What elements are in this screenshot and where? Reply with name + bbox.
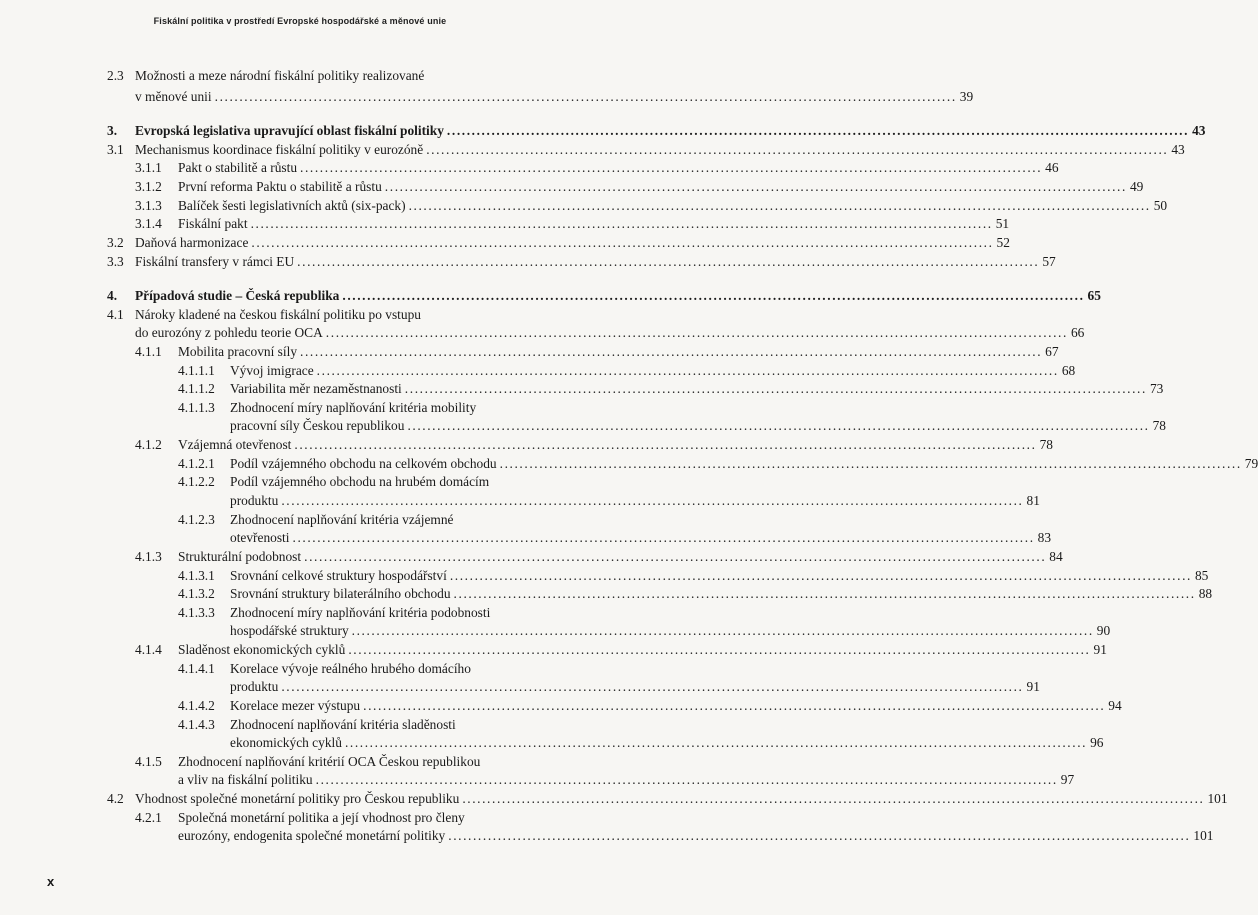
- toc-entry-title: Zhodnocení míry naplňování kritéria mobility: [230, 400, 477, 415]
- toc-entry-title: Mobilita pracovní síly: [178, 344, 298, 359]
- toc-entry-title: Vývoj imigrace: [230, 363, 314, 378]
- toc-leader-dots: ......................................................................................................................................................: [294, 437, 1037, 452]
- toc-entry: [0, 233, 1010, 253]
- toc-entry-number: 3.1.1: [135, 160, 162, 175]
- toc-entry-title: Korelace vývoje reálného hrubého domácího: [230, 661, 471, 676]
- toc-entry: [0, 323, 1085, 343]
- toc-entry-page: 84: [1049, 549, 1063, 564]
- toc-entry-number: 4.1.5: [135, 754, 162, 769]
- toc-leader-dots: ......................................................................................................................................................: [408, 198, 1151, 213]
- toc-entry: [0, 121, 1206, 141]
- toc-entry-page: 81: [1026, 493, 1040, 508]
- toc-entry-number: 4.1.4.3: [178, 717, 215, 732]
- toc-entry: [0, 87, 974, 107]
- toc-entry-page: 101: [1193, 828, 1214, 843]
- toc-entry-page: 43: [1171, 142, 1185, 157]
- toc-entry-title: pracovní síly Českou republikou: [230, 418, 405, 433]
- toc-entry-title: Podíl vzájemného obchodu na celkovém obchodu: [230, 456, 497, 471]
- toc-leader-dots: ......................................................................................................................................................: [251, 235, 994, 250]
- toc-entry: [0, 472, 600, 492]
- toc-entry-title: Zhodnocení míry naplňování kritéria podobnosti: [230, 605, 491, 620]
- toc-entry: [0, 252, 1056, 272]
- toc-entry: [0, 510, 600, 530]
- toc-entry-title: Podíl vzájemného obchodu na hrubém domácím: [230, 474, 490, 489]
- toc-entry-page: 97: [1060, 772, 1075, 787]
- toc-leader-dots: ......................................................................................................................................................: [281, 493, 1024, 508]
- toc-leader-dots: ......................................................................................................................................................: [297, 254, 1040, 269]
- toc-entry-number: 4.1.3.2: [178, 586, 215, 601]
- toc-entry: [0, 491, 1040, 511]
- toc-entry: [0, 566, 1209, 586]
- toc-entry-page: 79: [1244, 456, 1258, 471]
- toc-entry: [0, 435, 1053, 455]
- toc-entry-title: Srovnání struktury bilaterálního obchodu: [230, 586, 451, 601]
- toc-leader-dots: ......................................................................................................................................................: [300, 160, 1043, 175]
- toc-leader-dots: ......................................................................................................................................................: [407, 418, 1150, 433]
- toc-entry-title: produktu: [230, 493, 279, 508]
- toc-entry-title: Variabilita měr nezaměstnanosti: [230, 381, 402, 396]
- toc-entry-title: Evropská legislativa upravující oblast fiskální politiky: [135, 123, 444, 138]
- toc-entry-number: 3.2: [107, 235, 124, 250]
- toc-entry: [0, 808, 600, 828]
- toc-leader-dots: ......................................................................................................................................................: [348, 642, 1091, 657]
- toc-leader-dots: ......................................................................................................................................................: [426, 142, 1169, 157]
- toc-entry-number: 3.: [107, 123, 118, 138]
- toc-entry: [0, 770, 1075, 790]
- toc-entry-number: 4.1.2.1: [178, 456, 215, 471]
- toc-entry-page: 65: [1087, 288, 1101, 303]
- running-header: Fiskální politika v prostředí Evropské hospodářské a měnové unie: [153, 16, 447, 26]
- toc-entry-number: 2.3: [107, 68, 124, 83]
- toc-entry-number: 4.1.1.1: [178, 363, 215, 378]
- toc-entry: [0, 286, 1101, 306]
- toc-entry: [0, 826, 1214, 846]
- toc-entry: [0, 342, 1059, 362]
- toc-leader-dots: ......................................................................................................................................................: [325, 325, 1068, 340]
- toc-entry-number: 3.3: [107, 254, 124, 269]
- toc-leader-dots: ......................................................................................................................................................: [304, 549, 1047, 564]
- toc-entry: [0, 454, 1258, 474]
- toc-entry-page: 46: [1045, 160, 1059, 175]
- toc-entry-page: 43: [1192, 123, 1206, 138]
- toc-entry-page: 88: [1198, 586, 1213, 601]
- toc-leader-dots: ......................................................................................................................................................: [315, 772, 1058, 787]
- toc-entry-page: 49: [1129, 179, 1144, 194]
- toc-leader-dots: ......................................................................................................................................................: [351, 623, 1094, 638]
- toc-entry-number: 4.2: [107, 791, 124, 806]
- toc-entry-title: Sladěnost ekonomických cyklů: [178, 642, 346, 657]
- toc-entry-number: 3.1.4: [135, 216, 162, 231]
- toc-leader-dots: ......................................................................................................................................................: [292, 530, 1035, 545]
- toc-entry-title: Případová studie – Česká republika: [135, 288, 340, 303]
- toc-entry-title: Pakt o stabilitě a růstu: [178, 160, 298, 175]
- toc-entry-title: a vliv na fiskální politiku: [178, 772, 313, 787]
- toc-entry-number: 4.1.1.3: [178, 400, 215, 415]
- toc-entry: [0, 177, 1144, 197]
- toc-entry-page: 91: [1093, 642, 1107, 657]
- toc-entry-number: 3.1.2: [135, 179, 162, 194]
- toc-entry-title: Zhodnocení naplňování kritéria sladěnosti: [230, 717, 456, 732]
- toc-entry-number: 4.1.4: [135, 642, 162, 657]
- toc-entry: [0, 677, 1040, 697]
- toc-entry-page: 39: [959, 89, 974, 104]
- toc-leader-dots: ......................................................................................................................................................: [344, 735, 1088, 750]
- toc-entry-number: 4.1.2: [135, 437, 162, 452]
- toc-entry-page: 73: [1149, 381, 1164, 396]
- toc-leader-dots: ......................................................................................................................................................: [448, 828, 1191, 843]
- toc-entry-title: Korelace mezer výstupu: [230, 698, 361, 713]
- toc-entry-number: 4.1.2.2: [178, 474, 215, 489]
- toc-entry-number: 4.1.3: [135, 549, 162, 564]
- toc-entry-page: 83: [1037, 530, 1052, 545]
- toc-entry-title: hospodářské struktury: [230, 623, 349, 638]
- toc-entry: [0, 66, 600, 86]
- toc-entry: [0, 789, 1228, 809]
- toc-entry: [0, 158, 1059, 178]
- toc-entry-number: 3.1: [107, 142, 124, 157]
- toc-entry-title: Srovnání celkové struktury hospodářství: [230, 568, 447, 583]
- toc-entry-number: 4.1: [107, 307, 124, 322]
- toc-entry: [0, 752, 600, 772]
- toc-entry-page: 94: [1108, 698, 1122, 713]
- toc-entry-number: 4.: [107, 288, 118, 303]
- toc-entry-title: Fiskální transfery v rámci EU: [135, 254, 295, 269]
- toc-leader-dots: ......................................................................................................................................................: [462, 791, 1205, 806]
- toc-entry: [0, 696, 1122, 716]
- toc-leader-dots: ......................................................................................................................................................: [446, 123, 1190, 138]
- toc-entry-page: 85: [1194, 568, 1209, 583]
- toc-entry: [0, 214, 1010, 234]
- toc-entry-title: do eurozóny z pohledu teorie OCA: [135, 325, 323, 340]
- toc-entry-page: 96: [1090, 735, 1104, 750]
- toc-leader-dots: ......................................................................................................................................................: [281, 679, 1024, 694]
- toc-entry: [0, 528, 1052, 548]
- toc-entry-number: 4.2.1: [135, 810, 162, 825]
- toc-leader-dots: ......................................................................................................................................................: [316, 363, 1059, 378]
- toc-leader-dots: ......................................................................................................................................................: [453, 586, 1196, 601]
- toc-leader-dots: ......................................................................................................................................................: [214, 89, 957, 104]
- toc-entry-page: 52: [996, 235, 1010, 250]
- toc-entry-number: 4.1.4.1: [178, 661, 215, 676]
- toc-entry-page: 78: [1039, 437, 1053, 452]
- toc-entry: [0, 547, 1063, 567]
- toc-entry-title: eurozóny, endogenita společné monetární politiky: [178, 828, 446, 843]
- toc-entry: [0, 398, 600, 418]
- toc-entry-title: ekonomických cyklů: [230, 735, 342, 750]
- toc-entry-page: 57: [1042, 254, 1056, 269]
- toc-entry-title: Vhodnost společné monetární politiky pro Českou republiku: [135, 791, 460, 806]
- toc-entry-title: Společná monetární politika a její vhodnost pro členy: [178, 810, 465, 825]
- toc-leader-dots: ......................................................................................................................................................: [363, 698, 1106, 713]
- toc-entry-page: 90: [1096, 623, 1111, 638]
- toc-entry: [0, 584, 1213, 604]
- toc-leader-dots: ......................................................................................................................................................: [404, 381, 1147, 396]
- toc-leader-dots: ......................................................................................................................................................: [300, 344, 1043, 359]
- toc-entry-title: Zhodnocení naplňování kritéria vzájemné: [230, 512, 454, 527]
- toc-leader-dots: ......................................................................................................................................................: [342, 288, 1085, 303]
- toc-entry: [0, 196, 1168, 216]
- toc-entry-number: 4.1.3.1: [178, 568, 215, 583]
- toc-entry: [0, 733, 1104, 753]
- toc-entry-title: Daňová harmonizace: [135, 235, 249, 250]
- toc-entry-number: 4.1.1: [135, 344, 162, 359]
- toc-leader-dots: ......................................................................................................................................................: [250, 216, 993, 231]
- toc-entry-title: v měnové unii: [135, 89, 212, 104]
- toc-entry-number: 4.1.3.3: [178, 605, 215, 620]
- toc-entry-page: 78: [1152, 418, 1166, 433]
- toc-entry-title: Balíček šesti legislativních aktů (six-pack): [178, 198, 406, 213]
- toc-entry: [0, 603, 600, 623]
- toc-entry: [0, 361, 1076, 381]
- toc-entry-page: 67: [1045, 344, 1059, 359]
- toc-entry-number: 3.1.3: [135, 198, 162, 213]
- toc-leader-dots: ......................................................................................................................................................: [384, 179, 1127, 194]
- toc-entry-page: 51: [995, 216, 1010, 231]
- toc-entry-title: otevřenosti: [230, 530, 290, 545]
- toc-entry: [0, 379, 1164, 399]
- toc-entry-title: Možnosti a meze národní fiskální politiky realizované: [135, 68, 425, 83]
- toc-leader-dots: ......................................................................................................................................................: [499, 456, 1242, 471]
- toc-entry-title: Vzájemná otevřenost: [178, 437, 292, 452]
- toc-entry-title: První reforma Paktu o stabilitě a růstu: [178, 179, 382, 194]
- toc-entry-number: 4.1.1.2: [178, 381, 215, 396]
- toc-leader-dots: ......................................................................................................................................................: [449, 568, 1192, 583]
- toc-entry-page: 68: [1061, 363, 1076, 378]
- toc-entry-title: produktu: [230, 679, 279, 694]
- toc-entry-title: Mechanismus koordinace fiskální politiky v eurozóně: [135, 142, 424, 157]
- toc-entry-page: 101: [1207, 791, 1228, 806]
- toc-entry: [0, 416, 1166, 436]
- toc-entry: [0, 640, 1107, 660]
- toc-entry-number: 4.1.2.3: [178, 512, 215, 527]
- toc-entry-title: Fiskální pakt: [178, 216, 248, 231]
- toc-entry-page: 50: [1153, 198, 1168, 213]
- toc-entry: [0, 659, 600, 679]
- toc-entry: [0, 305, 600, 325]
- toc-entry-page: 91: [1026, 679, 1040, 694]
- toc-entry-title: Zhodnocení naplňování kritérií OCA Českou republikou: [178, 754, 481, 769]
- toc-entry: [0, 621, 1111, 641]
- toc-entry-title: Strukturální podobnost: [178, 549, 302, 564]
- toc-entry: [0, 140, 1185, 160]
- toc-entry-title: Nároky kladené na českou fiskální politiku po vstupu: [135, 307, 421, 322]
- page-number: x: [47, 874, 55, 889]
- toc-entry-page: 66: [1070, 325, 1085, 340]
- toc-entry: [0, 715, 600, 735]
- toc-entry-number: 4.1.4.2: [178, 698, 215, 713]
